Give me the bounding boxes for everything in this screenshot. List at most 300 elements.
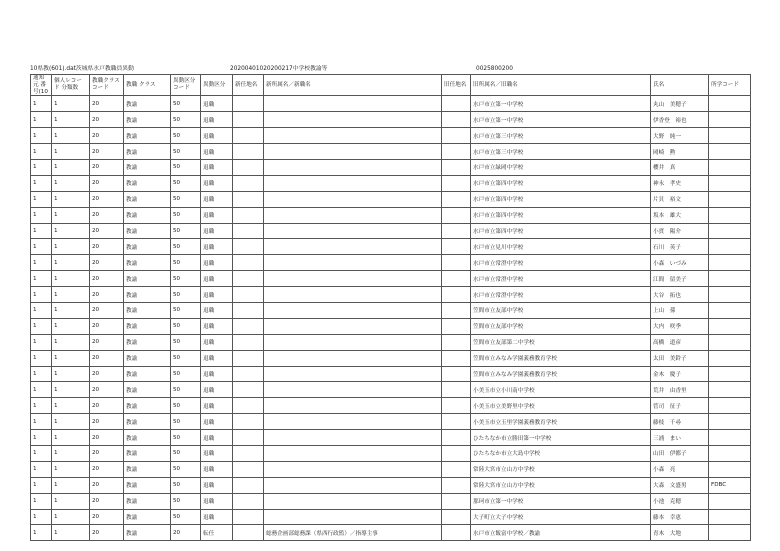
- cell-staff-name: 石川 英子: [651, 239, 709, 255]
- cell-record-class: 1: [52, 430, 90, 446]
- cell-old-post: 常陸大宮市立山方中学校: [471, 477, 651, 493]
- cell-new-post-area: [233, 302, 264, 318]
- cell-new-post: [264, 430, 442, 446]
- cell-school-code: [709, 382, 751, 398]
- cell-school-code: FDBC: [709, 477, 751, 493]
- cell-old-post-area: [442, 207, 471, 223]
- cell-new-post-area: [233, 525, 264, 541]
- cell-notice-no: 1: [31, 159, 52, 175]
- cell-old-post: 笠間市立友部中学校: [471, 302, 651, 318]
- cell-old-post: ひたちなか市立勝田第一中学校: [471, 430, 651, 446]
- cell-staff-class-code: 20: [90, 207, 124, 223]
- cell-record-class: 1: [52, 207, 90, 223]
- cell-staff-class: 教諭: [124, 287, 171, 303]
- cell-staff-name: 三浦 まい: [651, 430, 709, 446]
- cell-old-post: 水戸市立第三中学校: [471, 144, 651, 160]
- cell-new-post: 総務企画部総務課（県西行政監）／指導主事: [264, 525, 442, 541]
- cell-staff-class-code: 20: [90, 509, 124, 525]
- cell-transfer-code: 50: [171, 255, 201, 271]
- table-row: [31, 382, 751, 398]
- cell-transfer-code: 50: [171, 112, 201, 128]
- cell-old-post: 水戸市立第四中学校: [471, 191, 651, 207]
- cell-staff-class: 教諭: [124, 128, 171, 144]
- cell-school-code: [709, 398, 751, 414]
- cell-transfer-type: 退職: [201, 350, 233, 366]
- cell-notice-no: 1: [31, 239, 52, 255]
- cell-new-post: [264, 159, 442, 175]
- cell-school-code: [709, 207, 751, 223]
- cell-notice-no: 1: [31, 430, 52, 446]
- cell-old-post: 小美玉市立小川南中学校: [471, 382, 651, 398]
- cell-record-class: 1: [52, 112, 90, 128]
- cell-staff-name: 小森 いづみ: [651, 255, 709, 271]
- table-row: [31, 128, 751, 144]
- cell-school-code: [709, 509, 751, 525]
- cell-staff-name: 山田 伊都子: [651, 445, 709, 461]
- cell-notice-no: 1: [31, 287, 52, 303]
- cell-notice-no: 1: [31, 461, 52, 477]
- cell-new-post-area: [233, 144, 264, 160]
- cell-staff-class-code: 20: [90, 366, 124, 382]
- column-header-school-code: 所学コード: [709, 75, 751, 96]
- cell-transfer-code: 50: [171, 509, 201, 525]
- cell-transfer-type: 退職: [201, 159, 233, 175]
- cell-notice-no: 1: [31, 128, 52, 144]
- cell-notice-no: 1: [31, 223, 52, 239]
- cell-staff-class: 教諭: [124, 350, 171, 366]
- table-row: [31, 477, 751, 493]
- cell-old-post-area: [442, 350, 471, 366]
- cell-transfer-code: 50: [171, 144, 201, 160]
- cell-staff-name: 藤枝 千尋: [651, 414, 709, 430]
- cell-transfer-code: 50: [171, 493, 201, 509]
- cell-transfer-code: 50: [171, 271, 201, 287]
- cell-record-class: 1: [52, 255, 90, 271]
- cell-notice-no: 1: [31, 175, 52, 191]
- cell-transfer-type: 退職: [201, 255, 233, 271]
- cell-transfer-type: 退職: [201, 175, 233, 191]
- cell-old-post: 水戸市立常澄中学校: [471, 271, 651, 287]
- cell-staff-class-code: 20: [90, 445, 124, 461]
- cell-new-post: [264, 287, 442, 303]
- cell-staff-name: 金木 慶子: [651, 366, 709, 382]
- cell-new-post-area: [233, 461, 264, 477]
- cell-staff-name: 上山 孫: [651, 302, 709, 318]
- cell-record-class: 1: [52, 175, 90, 191]
- cell-school-code: [709, 493, 751, 509]
- cell-new-post-area: [233, 509, 264, 525]
- table-row: [31, 398, 751, 414]
- table-row: [31, 159, 751, 175]
- cell-school-code: [709, 239, 751, 255]
- cell-new-post-area: [233, 350, 264, 366]
- cell-new-post: [264, 302, 442, 318]
- cell-school-code: [709, 223, 751, 239]
- cell-staff-class: 教諭: [124, 445, 171, 461]
- table-row: [31, 461, 751, 477]
- cell-new-post: [264, 223, 442, 239]
- cell-old-post: 水戸市立飯富中学校／教諭: [471, 525, 651, 541]
- cell-staff-name: 櫻井 真: [651, 159, 709, 175]
- cell-notice-no: 1: [31, 191, 52, 207]
- cell-old-post: 笠間市立友部第二中学校: [471, 334, 651, 350]
- cell-transfer-type: 退職: [201, 223, 233, 239]
- cell-staff-name: 小森 亮: [651, 461, 709, 477]
- cell-transfer-code: 50: [171, 445, 201, 461]
- cell-record-class: 1: [52, 128, 90, 144]
- cell-record-class: 1: [52, 509, 90, 525]
- cell-transfer-type: 退職: [201, 366, 233, 382]
- cell-old-post-area: [442, 271, 471, 287]
- cell-notice-no: 1: [31, 525, 52, 541]
- cell-new-post: [264, 112, 442, 128]
- cell-staff-class-code: 20: [90, 191, 124, 207]
- cell-staff-class: 教諭: [124, 302, 171, 318]
- cell-new-post: [264, 445, 442, 461]
- cell-staff-class-code: 20: [90, 271, 124, 287]
- cell-notice-no: 1: [31, 112, 52, 128]
- cell-record-class: 1: [52, 334, 90, 350]
- table-row: [31, 366, 751, 382]
- cell-new-post: [264, 334, 442, 350]
- cell-old-post: 笠間市立みなみ学園義務教育学校: [471, 350, 651, 366]
- cell-staff-name: 伊香登 裕也: [651, 112, 709, 128]
- cell-old-post-area: [442, 159, 471, 175]
- cell-staff-name: 大谷 拓也: [651, 287, 709, 303]
- cell-new-post-area: [233, 96, 264, 112]
- cell-school-code: [709, 287, 751, 303]
- cell-transfer-code: 50: [171, 334, 201, 350]
- cell-new-post-area: [233, 191, 264, 207]
- cell-staff-class-code: 20: [90, 350, 124, 366]
- cell-notice-no: 1: [31, 382, 52, 398]
- cell-old-post-area: [442, 144, 471, 160]
- cell-transfer-code: 50: [171, 287, 201, 303]
- cell-old-post-area: [442, 223, 471, 239]
- cell-transfer-code: 50: [171, 414, 201, 430]
- cell-new-post: [264, 255, 442, 271]
- cell-old-post-area: [442, 191, 471, 207]
- cell-old-post-area: [442, 175, 471, 191]
- cell-notice-no: 1: [31, 302, 52, 318]
- cell-transfer-code: 50: [171, 461, 201, 477]
- column-header-staff-class: 教職 クラス: [124, 75, 171, 96]
- cell-new-post-area: [233, 493, 264, 509]
- cell-school-code: [709, 430, 751, 446]
- cell-staff-class-code: 20: [90, 493, 124, 509]
- cell-school-code: [709, 128, 751, 144]
- cell-old-post-area: [442, 334, 471, 350]
- cell-staff-class: 教諭: [124, 461, 171, 477]
- table-row: [31, 255, 751, 271]
- cell-staff-class: 教諭: [124, 477, 171, 493]
- table-row: [31, 302, 751, 318]
- table-row: [31, 509, 751, 525]
- cell-school-code: [709, 302, 751, 318]
- cell-record-class: 1: [52, 318, 90, 334]
- cell-old-post-area: [442, 366, 471, 382]
- cell-staff-name: 江間 留美子: [651, 271, 709, 287]
- cell-school-code: [709, 255, 751, 271]
- cell-new-post: [264, 175, 442, 191]
- cell-new-post: [264, 191, 442, 207]
- cell-school-code: [709, 191, 751, 207]
- cell-old-post: 大子町立大子中学校: [471, 509, 651, 525]
- cell-school-code: [709, 159, 751, 175]
- cell-school-code: [709, 350, 751, 366]
- cell-new-post: [264, 128, 442, 144]
- cell-staff-class: 教諭: [124, 334, 171, 350]
- cell-old-post: 那珂市立第一中学校: [471, 493, 651, 509]
- cell-transfer-type: 退職: [201, 398, 233, 414]
- cell-staff-class: 教諭: [124, 239, 171, 255]
- cell-staff-class-code: 20: [90, 223, 124, 239]
- cell-staff-class: 教諭: [124, 366, 171, 382]
- cell-new-post-area: [233, 255, 264, 271]
- cell-transfer-type: 退職: [201, 207, 233, 223]
- cell-transfer-type: 退職: [201, 96, 233, 112]
- cell-new-post: [264, 509, 442, 525]
- cell-record-class: 1: [52, 445, 90, 461]
- cell-transfer-type: 退職: [201, 430, 233, 446]
- cell-staff-name: 神永 孝史: [651, 175, 709, 191]
- cell-old-post: 小美玉市立美野里中学校: [471, 398, 651, 414]
- cell-transfer-type: 退職: [201, 144, 233, 160]
- cell-staff-class-code: 20: [90, 144, 124, 160]
- sheet-title: 20200401020200217中学校教諭等: [230, 66, 328, 72]
- cell-transfer-code: 50: [171, 398, 201, 414]
- cell-old-post-area: [442, 302, 471, 318]
- cell-new-post-area: [233, 398, 264, 414]
- column-header-record-class: 個人レコード 分類数: [52, 75, 90, 96]
- cell-old-post-area: [442, 239, 471, 255]
- cell-transfer-code: 50: [171, 302, 201, 318]
- column-header-staff-class-code: 教職クラス コード: [90, 75, 124, 96]
- cell-transfer-code: 50: [171, 223, 201, 239]
- cell-new-post: [264, 239, 442, 255]
- cell-old-post-area: [442, 477, 471, 493]
- cell-old-post-area: [442, 318, 471, 334]
- cell-transfer-type: 退職: [201, 239, 233, 255]
- cell-staff-name: 岡崎 勲: [651, 144, 709, 160]
- cell-staff-class-code: 20: [90, 159, 124, 175]
- cell-old-post-area: [442, 398, 471, 414]
- cell-staff-class: 教諭: [124, 112, 171, 128]
- cell-record-class: 1: [52, 382, 90, 398]
- cell-new-post-area: [233, 159, 264, 175]
- cell-transfer-type: 退職: [201, 461, 233, 477]
- cell-staff-class: 教諭: [124, 271, 171, 287]
- cell-transfer-type: 退職: [201, 302, 233, 318]
- cell-staff-class: 教諭: [124, 207, 171, 223]
- cell-staff-name: 大内 咲季: [651, 318, 709, 334]
- cell-record-class: 1: [52, 159, 90, 175]
- cell-old-post-area: [442, 287, 471, 303]
- cell-staff-class: 教諭: [124, 255, 171, 271]
- table-row: [31, 175, 751, 191]
- cell-new-post-area: [233, 445, 264, 461]
- cell-staff-name: 太田 美鈴子: [651, 350, 709, 366]
- cell-notice-no: 1: [31, 271, 52, 287]
- cell-old-post-area: [442, 525, 471, 541]
- cell-staff-class-code: 20: [90, 112, 124, 128]
- header-row: [31, 75, 751, 96]
- cell-notice-no: 1: [31, 350, 52, 366]
- cell-staff-class-code: 20: [90, 175, 124, 191]
- cell-new-post-area: [233, 366, 264, 382]
- cell-new-post: [264, 271, 442, 287]
- cell-old-post-area: [442, 382, 471, 398]
- cell-staff-class-code: 20: [90, 398, 124, 414]
- table-row: [31, 414, 751, 430]
- cell-notice-no: 1: [31, 398, 52, 414]
- cell-old-post: 水戸市立緑岡中学校: [471, 159, 651, 175]
- cell-staff-class-code: 20: [90, 239, 124, 255]
- cell-notice-no: 1: [31, 207, 52, 223]
- cell-new-post: [264, 366, 442, 382]
- cell-record-class: 1: [52, 96, 90, 112]
- cell-record-class: 1: [52, 223, 90, 239]
- column-header-transfer-type: 異動区分: [201, 75, 233, 96]
- cell-record-class: 1: [52, 525, 90, 541]
- cell-transfer-type: 退職: [201, 128, 233, 144]
- cell-new-post-area: [233, 207, 264, 223]
- cell-staff-class: 教諭: [124, 525, 171, 541]
- column-header-notice-no: 通知元 番号(10: [31, 75, 52, 96]
- cell-record-class: 1: [52, 461, 90, 477]
- cell-transfer-code: 50: [171, 96, 201, 112]
- table-row: [31, 271, 751, 287]
- column-header-transfer-code: 異動区分 コード: [171, 75, 201, 96]
- table-row: [31, 350, 751, 366]
- cell-record-class: 1: [52, 350, 90, 366]
- table-row: [31, 287, 751, 303]
- table-row: [31, 445, 751, 461]
- cell-staff-name: 坂本 雄大: [651, 207, 709, 223]
- cell-old-post-area: [442, 509, 471, 525]
- cell-notice-no: 1: [31, 493, 52, 509]
- cell-new-post-area: [233, 287, 264, 303]
- cell-new-post: [264, 96, 442, 112]
- cell-staff-class-code: 20: [90, 414, 124, 430]
- cell-transfer-code: 50: [171, 382, 201, 398]
- file-name: 10県教(601).dat茨城県水戸教職員異動: [30, 66, 134, 72]
- cell-transfer-type: 退職: [201, 318, 233, 334]
- table-row: [31, 334, 751, 350]
- cell-transfer-code: 50: [171, 191, 201, 207]
- cell-old-post: 水戸市立第一中学校: [471, 112, 651, 128]
- cell-transfer-type: 退職: [201, 493, 233, 509]
- cell-transfer-type: 退職: [201, 477, 233, 493]
- cell-old-post-area: [442, 493, 471, 509]
- cell-notice-no: 1: [31, 334, 52, 350]
- cell-staff-class-code: 20: [90, 430, 124, 446]
- cell-staff-class-code: 20: [90, 318, 124, 334]
- column-header-old-post: 旧所属名／旧職名: [471, 75, 651, 96]
- cell-school-code: [709, 366, 751, 382]
- cell-notice-no: 1: [31, 318, 52, 334]
- cell-notice-no: 1: [31, 477, 52, 493]
- cell-new-post-area: [233, 477, 264, 493]
- cell-transfer-code: 50: [171, 477, 201, 493]
- cell-old-post-area: [442, 445, 471, 461]
- table-row: [31, 525, 751, 541]
- cell-staff-class: 教諭: [124, 223, 171, 239]
- cell-old-post-area: [442, 112, 471, 128]
- cell-staff-class: 教諭: [124, 509, 171, 525]
- cell-old-post: 常陸大宮市立山方中学校: [471, 461, 651, 477]
- cell-transfer-code: 50: [171, 366, 201, 382]
- cell-new-post: [264, 382, 442, 398]
- cell-new-post-area: [233, 382, 264, 398]
- cell-staff-name: 荒井 由香里: [651, 382, 709, 398]
- cell-staff-name: 大森 文盛男: [651, 477, 709, 493]
- table-row: [31, 207, 751, 223]
- table-row: [31, 191, 751, 207]
- cell-record-class: 1: [52, 493, 90, 509]
- cell-transfer-type: 退職: [201, 334, 233, 350]
- cell-staff-class-code: 20: [90, 287, 124, 303]
- cell-record-class: 1: [52, 287, 90, 303]
- cell-school-code: [709, 112, 751, 128]
- cell-transfer-code: 50: [171, 239, 201, 255]
- cell-transfer-code: 50: [171, 159, 201, 175]
- cell-school-code: [709, 144, 751, 160]
- table-row: [31, 430, 751, 446]
- cell-new-post: [264, 144, 442, 160]
- cell-school-code: [709, 175, 751, 191]
- cell-transfer-type: 退職: [201, 271, 233, 287]
- cell-transfer-code: 50: [171, 128, 201, 144]
- table-row: [31, 239, 751, 255]
- cell-staff-name: 高橋 道彦: [651, 334, 709, 350]
- cell-new-post: [264, 207, 442, 223]
- table-row: [31, 493, 751, 509]
- cell-new-post-area: [233, 128, 264, 144]
- cell-old-post: 小美玉市立玉里学園義務教育学校: [471, 414, 651, 430]
- cell-old-post-area: [442, 461, 471, 477]
- cell-new-post-area: [233, 318, 264, 334]
- cell-staff-class: 教諭: [124, 382, 171, 398]
- cell-notice-no: 1: [31, 255, 52, 271]
- cell-staff-class: 教諭: [124, 493, 171, 509]
- cell-new-post-area: [233, 175, 264, 191]
- cell-school-code: [709, 525, 751, 541]
- cell-staff-class: 教諭: [124, 398, 171, 414]
- cell-record-class: 1: [52, 414, 90, 430]
- cell-transfer-code: 50: [171, 318, 201, 334]
- cell-old-post: 水戸市立第三中学校: [471, 128, 651, 144]
- cell-staff-class-code: 20: [90, 461, 124, 477]
- cell-transfer-type: 退職: [201, 382, 233, 398]
- sheet-code: 0025800200: [476, 66, 513, 72]
- cell-new-post: [264, 350, 442, 366]
- column-header-new-post: 新所属名／新職名: [264, 75, 442, 96]
- cell-transfer-type: 退職: [201, 287, 233, 303]
- cell-staff-name: 藤本 幸恵: [651, 509, 709, 525]
- cell-new-post: [264, 398, 442, 414]
- cell-old-post: 水戸市立第四中学校: [471, 223, 651, 239]
- cell-old-post-area: [442, 430, 471, 446]
- cell-old-post: 水戸市立第一中学校: [471, 96, 651, 112]
- table-row: [31, 112, 751, 128]
- cell-record-class: 1: [52, 271, 90, 287]
- cell-old-post-area: [442, 414, 471, 430]
- cell-record-class: 1: [52, 144, 90, 160]
- cell-record-class: 1: [52, 366, 90, 382]
- cell-new-post-area: [233, 239, 264, 255]
- cell-staff-name: 大野 純一: [651, 128, 709, 144]
